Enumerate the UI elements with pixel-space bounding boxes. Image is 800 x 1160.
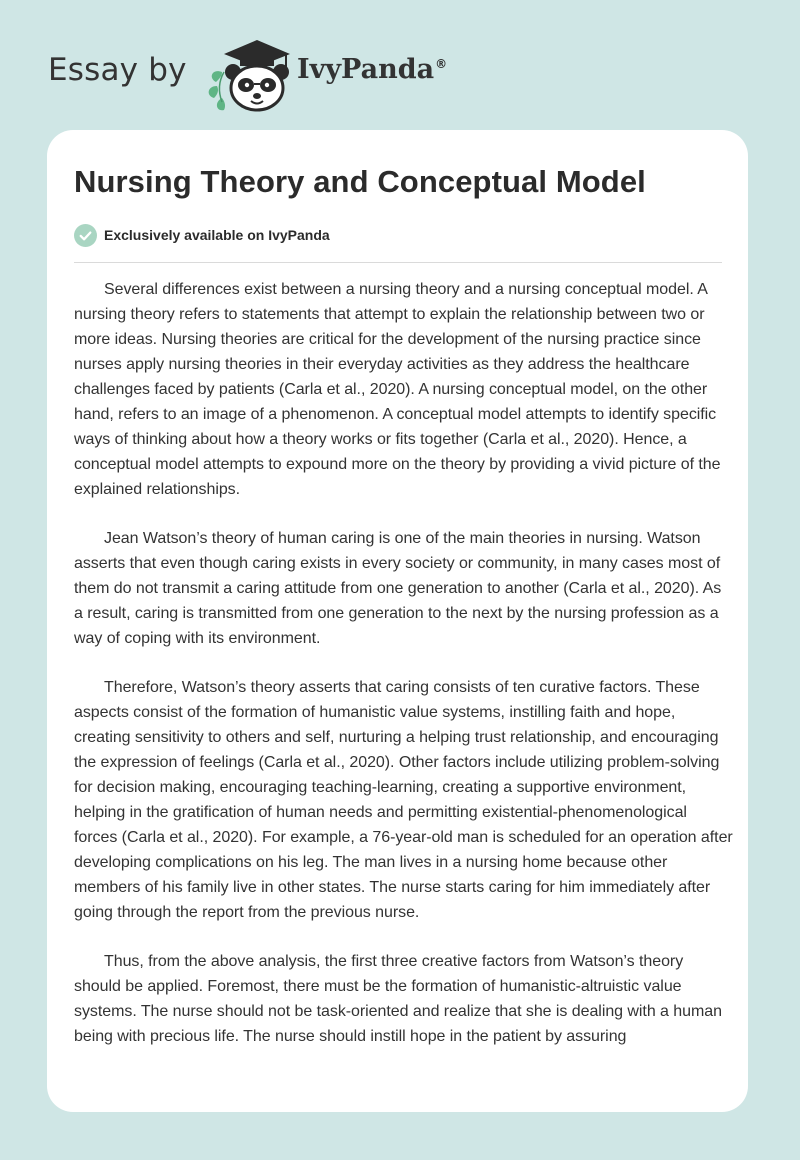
site-header [48, 34, 508, 114]
essay-title: Nursing Theory and Conceptual Model [74, 164, 646, 199]
check-circle-icon [74, 224, 97, 247]
essay-paragraph: Thus, from the above analysis, the first three creative factors from Watson’s theory should be applied. Foremost, there must be the formation of humanistic-altruistic value systems. The nurse should not be task-oriented and realize that she is dealing with a human being with precious life. The nurse should instill hope in the patient by assuring [74, 953, 722, 1045]
essay-card [47, 130, 748, 1112]
brand-name-text: IvyPanda [297, 54, 435, 85]
essay-paragraph: Several differences exist between a nursing theory and a nursing conceptual model. A nursing theory refers to statements that attempt to explain the relationship between two or more ideas. Nursing theories are critical for the development of the nursing practice since nurses apply nursing theories in their everyday activities as they address the healthcare challenges faced by patients (Carla et al., 2020). A nursing conceptual model, on the other hand, refers to an image of a phenomenon. A conceptual model attempts to identify specific ways of thinking about how a theory works or fits together (Carla et al., 2020). Hence, a conceptual model attempts to expound more on the theory by providing a vivid picture of the explained relationships. [74, 281, 721, 498]
essay-paragraph: Therefore, Watson’s theory asserts that caring consists of ten curative factors. These aspects consist of the formation of humanistic value systems, instilling faith and hope, creating sensitivity to others and self, nurturing a helping trust relationship, and encouraging the expression of feelings (Carla et al., 2020). Other factors include utilizing problem-solving for decision making, encouraging teaching-learning, creating a supportive environment, helping in the gratification of human needs and permitting existential-phenomenological forces (Carla et al., 2020). For example, a 76-year-old man is scheduled for an operation after developing complications on his leg. The man lives in a nursing home because other members of his family live in other states. The nurse starts caring for him immediately after going through the report from the previous nurse. [74, 679, 733, 921]
title-divider [74, 262, 722, 263]
essay-paragraph: Jean Watson’s theory of human caring is one of the main theories in nursing. Watson asserts that even though caring exists in every society or community, in many cases most of them do not transmit a caring attitude from one generation to another (Carla et al., 2020). As a result, caring is transmitted from one generation to the next by the nursing profession as a way of coping with its environment. [74, 530, 722, 647]
essay-by-label: Essay by [48, 52, 187, 88]
ivypanda-brand-name[interactable] [297, 54, 447, 85]
ivypanda-logo-icon[interactable] [202, 34, 294, 114]
essay-body [74, 277, 734, 1073]
registered-mark: ® [435, 57, 448, 71]
exclusive-badge-text: Exclusively available on IvyPanda [104, 227, 330, 243]
exclusive-badge [74, 222, 330, 248]
